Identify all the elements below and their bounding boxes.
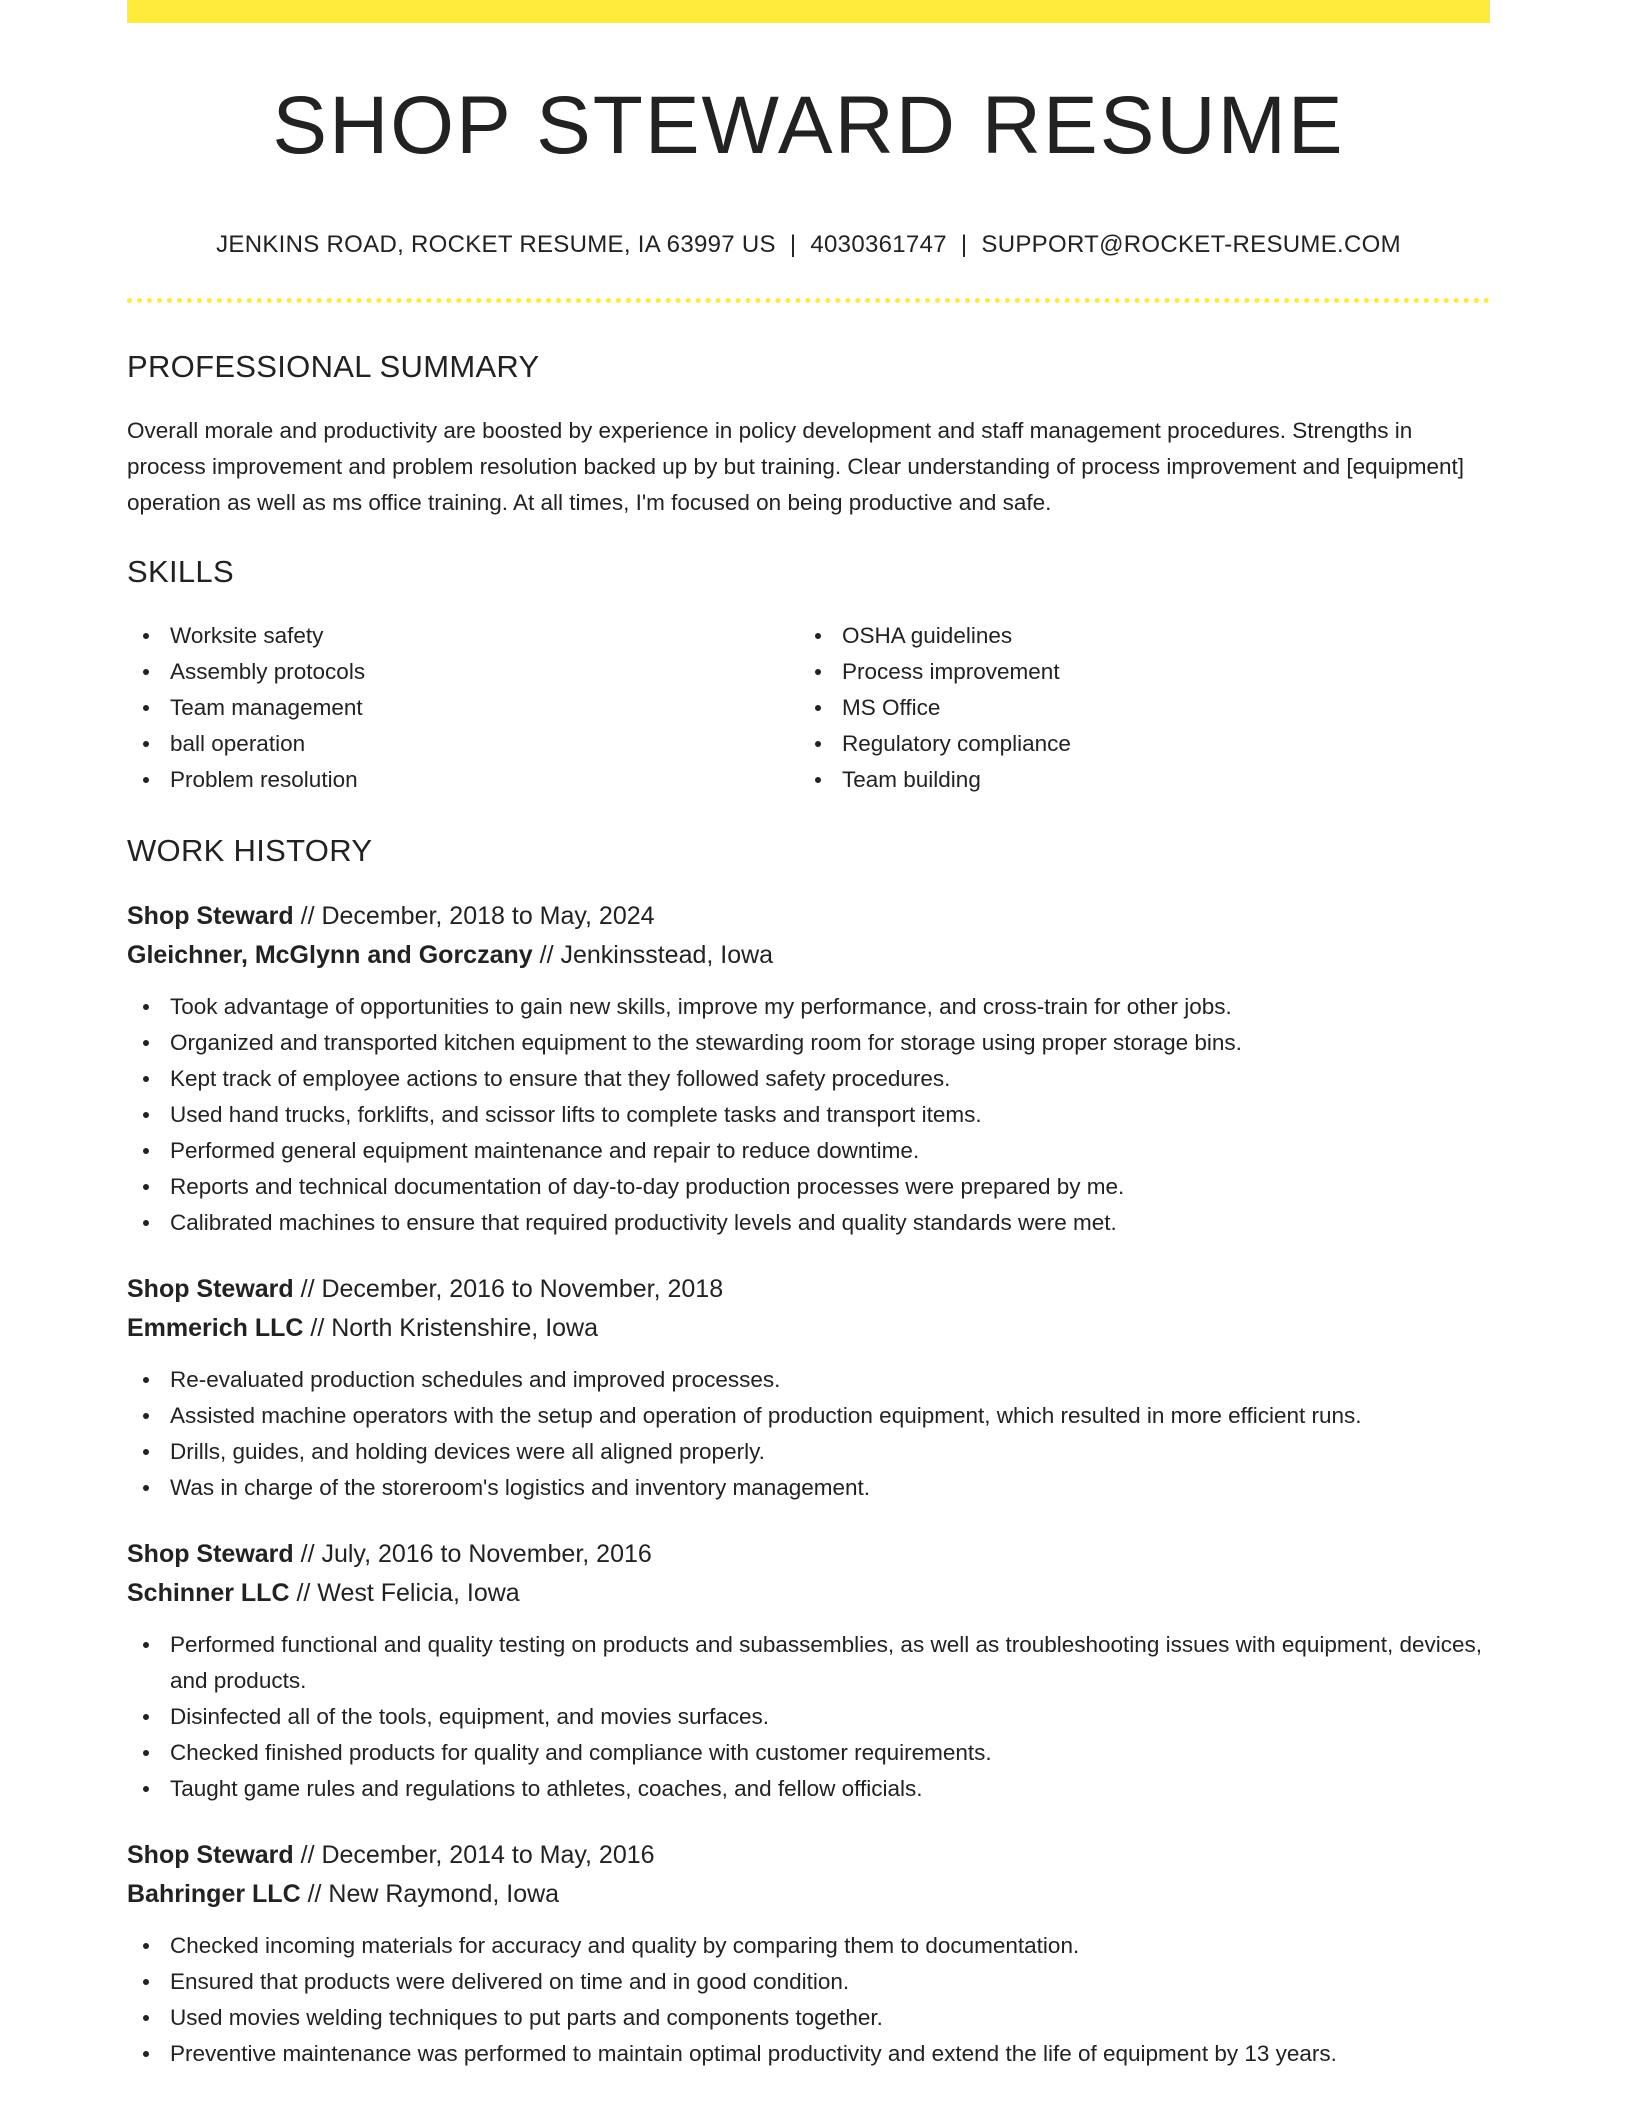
job-location: // West Felicia, Iowa [296,1578,520,1607]
skill-item: OSHA guidelines [799,618,1471,654]
duty-item: Organized and transported kitchen equipment to the stewarding room for storage using proper storage bins. [127,1025,1490,1061]
duty-item: Drills, guides, and holding devices were all aligned properly. [127,1434,1490,1470]
job-entry [127,1270,1490,1506]
job-title-line [127,897,1490,936]
duty-item: Took advantage of opportunities to gain new skills, improve my performance, and cross-train for other jobs. [127,989,1490,1025]
skill-item: Team building [799,762,1471,798]
job-title-line [127,1270,1490,1309]
job-company: Emmerich LLC [127,1313,304,1342]
summary-text: Overall morale and productivity are boosted by experience in policy development and staff management procedures. Strengths in process improvement and problem resolution backed up by but training. Clear understanding of process improvement and [equipment] operation as well as ms office training. At all times, I'm focused on being productive and safe. [127,418,1464,516]
duty-item: Kept track of employee actions to ensure that they followed safety procedures. [127,1061,1490,1097]
skill-item: Worksite safety [127,618,799,654]
job-duties [127,989,1490,1241]
resume-page [127,0,1490,2072]
skill-item: Problem resolution [127,762,799,798]
resume-title: SHOP STEWARD RESUME [272,80,1345,171]
job-dates: // December, 2014 to May, 2016 [300,1840,655,1869]
contact-phone: 4030361747 [810,231,947,258]
skill-item: Assembly protocols [127,654,799,690]
duty-item: Was in charge of the storeroom's logistics and inventory management. [127,1470,1490,1506]
summary-heading: PROFESSIONAL SUMMARY [127,349,540,384]
skill-item: ball operation [127,726,799,762]
duty-item: Re-evaluated production schedules and improved processes. [127,1362,1490,1398]
skills-column-right [799,618,1471,798]
skill-item: MS Office [799,690,1471,726]
contact-email: SUPPORT@ROCKET-RESUME.COM [981,231,1401,258]
job-title-line [127,1836,1490,1875]
job-dates: // July, 2016 to November, 2016 [300,1539,652,1568]
work-history-heading: WORK HISTORY [127,833,373,869]
duty-item: Performed general equipment maintenance and repair to reduce downtime. [127,1133,1490,1169]
skill-item: Regulatory compliance [799,726,1471,762]
job-title: Shop Steward [127,1840,294,1869]
job-company-line [127,1574,1490,1613]
job-company: Bahringer LLC [127,1879,301,1908]
job-dates: // December, 2018 to May, 2024 [300,901,655,930]
job-entry [127,897,1490,1241]
contact-line [127,231,1490,259]
duty-item: Preventive maintenance was performed to maintain optimal productivity and extend the life of equipment by 13 years. [127,2036,1490,2072]
skills-heading: SKILLS [127,554,234,590]
contact-address: JENKINS ROAD, ROCKET RESUME, IA 63997 US [216,231,776,258]
job-title: Shop Steward [127,901,294,930]
duty-item: Assisted machine operators with the setup and operation of production equipment, which resulted in more efficient runs. [127,1398,1490,1434]
duty-item: Taught game rules and regulations to athletes, coaches, and fellow officials. [127,1771,1490,1807]
job-entry [127,1836,1490,2072]
job-duties [127,1362,1490,1506]
job-title: Shop Steward [127,1539,294,1568]
duty-item: Calibrated machines to ensure that required productivity levels and quality standards were met. [127,1205,1490,1241]
skill-item: Team management [127,690,799,726]
duty-item: Used movies welding techniques to put parts and components together. [127,2000,1490,2036]
job-duties [127,1928,1490,2072]
top-accent-bar [127,0,1490,23]
duty-item: Reports and technical documentation of day-to-day production processes were prepared by me. [127,1169,1490,1205]
job-entry [127,1535,1490,1807]
dotted-divider [127,298,1490,303]
job-title-line [127,1535,1490,1574]
job-company-line [127,1875,1490,1914]
job-title: Shop Steward [127,1274,294,1303]
job-company: Gleichner, McGlynn and Gorczany [127,940,533,969]
contact-separator: | [960,231,968,258]
duty-item: Used hand trucks, forklifts, and scissor lifts to complete tasks and transport items. [127,1097,1490,1133]
skills-list [127,618,1490,798]
duty-item: Disinfected all of the tools, equipment, and movies surfaces. [127,1699,1490,1735]
job-location: // New Raymond, Iowa [307,1879,560,1908]
duty-item: Checked finished products for quality and compliance with customer requirements. [127,1735,1490,1771]
skill-item: Process improvement [799,654,1471,690]
duty-item: Ensured that products were delivered on time and in good condition. [127,1964,1490,2000]
duty-item: Checked incoming materials for accuracy and quality by comparing them to documentation. [127,1928,1490,1964]
job-company-line [127,936,1490,975]
job-location: // North Kristenshire, Iowa [310,1313,599,1342]
contact-separator: | [789,231,797,258]
job-duties [127,1627,1490,1807]
skills-column-left [127,618,799,798]
job-company-line [127,1309,1490,1348]
duty-item: Performed functional and quality testing on products and subassemblies, as well as troubleshooting issues with equipment, devices, and products. [127,1627,1490,1699]
job-company: Schinner LLC [127,1578,290,1607]
job-location: // Jenkinsstead, Iowa [539,940,774,969]
job-dates: // December, 2016 to November, 2018 [300,1274,724,1303]
